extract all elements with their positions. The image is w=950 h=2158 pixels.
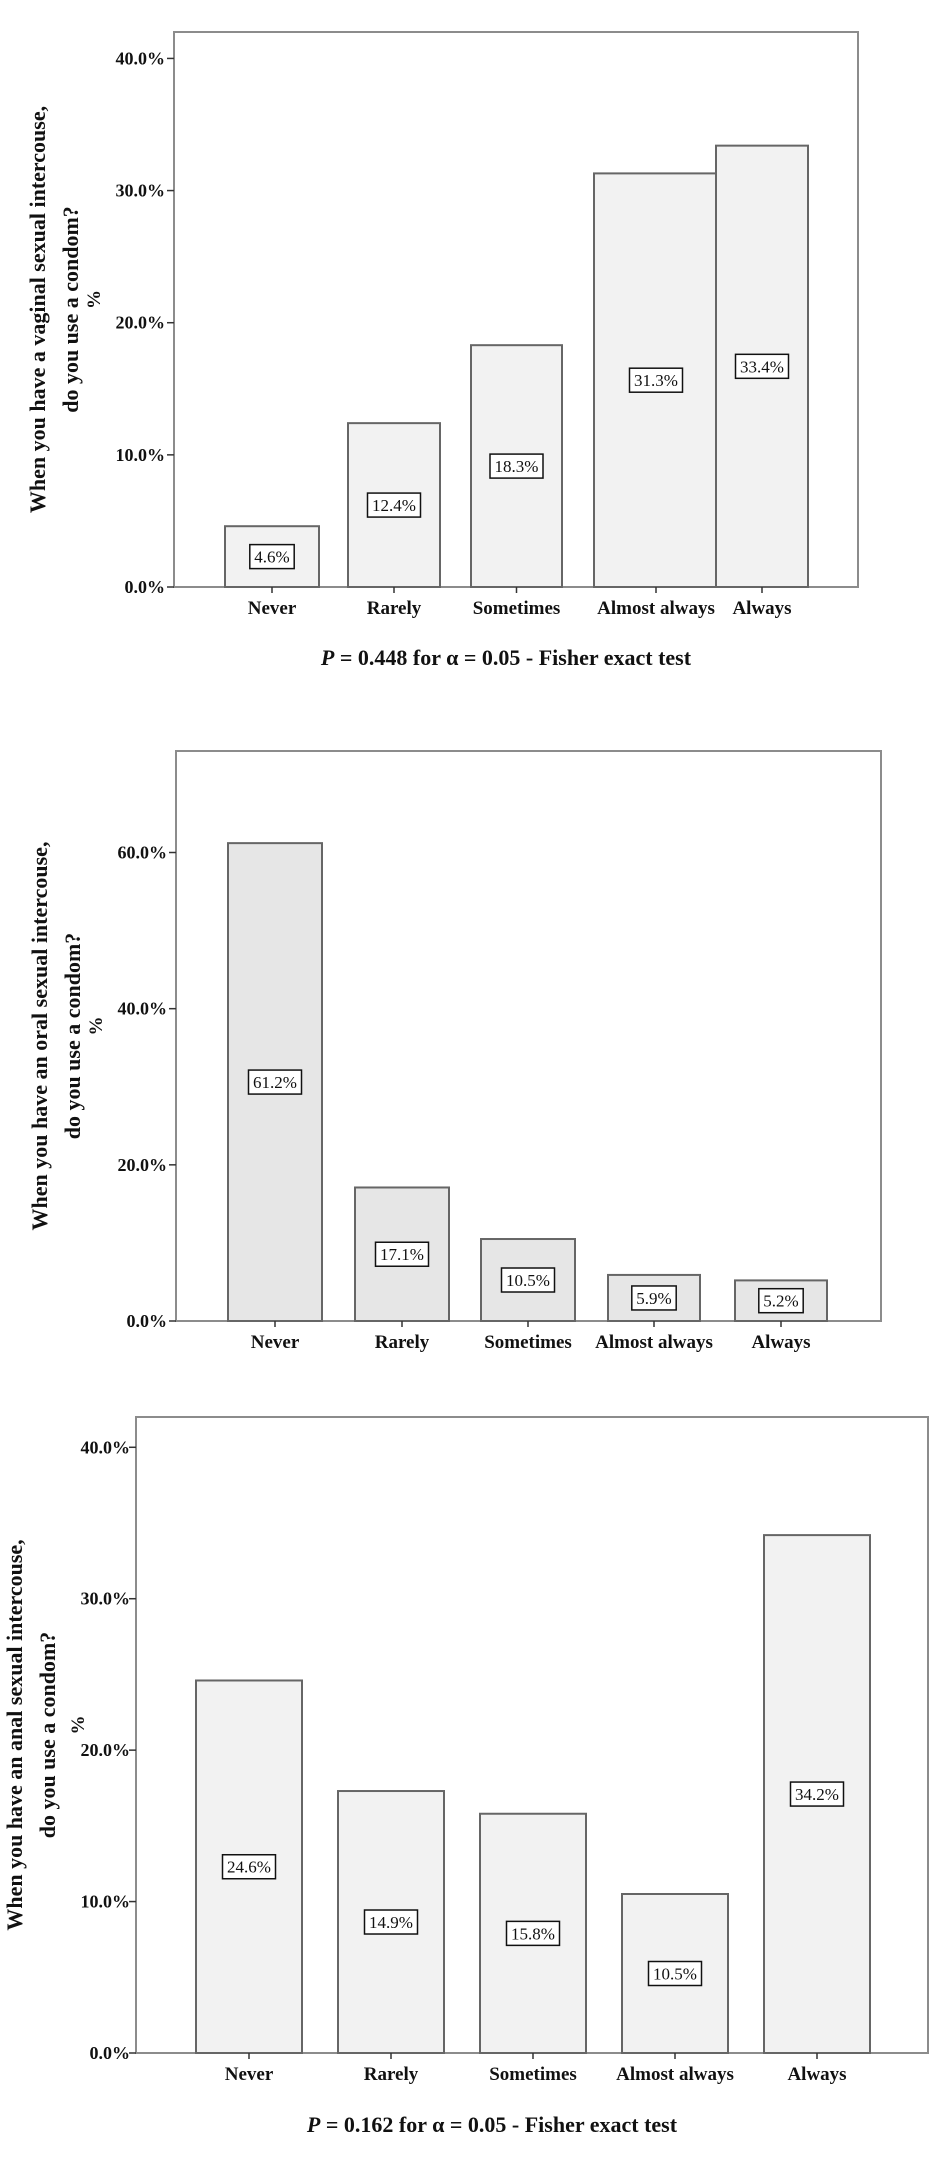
x-category-label: Never [247,598,297,619]
chart-3 [2,1417,928,2137]
x-category-label: Never [250,1332,300,1353]
y-axis-title-line1: When you have a vaginal sexual intercouse, [25,105,50,514]
data-label: 12.4% [372,496,416,516]
x-category-label: Always [787,2064,847,2085]
data-label: 10.5% [653,1964,697,1984]
y-axis-title-line1: When you have an anal sexual intercouse, [2,1539,27,1931]
x-category-label: Rarely [363,2064,419,2085]
x-category-label: Almost always [597,598,715,619]
p-symbol: P [320,645,335,670]
x-category-label: Always [751,1332,811,1353]
y-tick-label: 20.0% [80,1740,130,1761]
data-label: 5.2% [763,1291,799,1311]
y-tick-label: 40.0% [115,48,165,69]
y-axis-title-line2: do you use a condom? [35,1631,60,1839]
data-label: 33.4% [740,357,784,377]
y-tick-label: 0.0% [89,2043,130,2063]
y-tick-label: 10.0% [115,444,165,465]
x-category-label: Rarely [366,598,422,619]
data-label: 5.9% [636,1288,672,1308]
data-label: 10.5% [506,1271,550,1291]
data-label: 15.8% [511,1924,555,1944]
y-axis-unit: % [68,1715,89,1735]
x-category-label: Almost always [595,1332,713,1353]
y-tick-label: 20.0% [117,1154,167,1175]
y-axis-title-line1: When you have an oral sexual intercouse, [27,841,52,1231]
x-category-label: Sometimes [489,2064,577,2085]
y-tick-label: 40.0% [80,1437,130,1458]
p-value-note [320,645,692,670]
y-axis-title-line2: do you use a condom? [58,206,83,413]
x-category-label: Sometimes [484,1332,572,1353]
y-tick-label: 0.0% [124,577,165,597]
p-value-note [306,2112,678,2137]
x-category-label: Never [224,2064,274,2085]
y-tick-label: 30.0% [115,180,165,201]
y-tick-label: 10.0% [80,1891,130,1912]
y-axis-title-line2: do you use a condom? [60,932,85,1140]
data-label: 18.3% [494,457,539,477]
chart-1 [25,32,858,670]
p-value-text: = 0.162 for α = 0.05 - Fisher exact test [320,2112,678,2137]
y-tick-label: 20.0% [115,312,165,333]
p-symbol: P [306,2112,321,2137]
y-axis-unit: % [86,1016,107,1036]
y-axis-unit: % [84,290,105,309]
data-label: 31.3% [634,371,678,391]
data-label: 24.6% [227,1857,271,1877]
chart-2 [27,751,881,1353]
y-tick-label: 0.0% [126,1311,167,1331]
data-label: 34.2% [795,1785,839,1805]
p-value-text: = 0.448 for α = 0.05 - Fisher exact test [334,645,692,670]
y-tick-label: 60.0% [117,842,167,863]
data-label: 17.1% [380,1245,424,1265]
data-label: 61.2% [253,1073,297,1093]
y-tick-label: 40.0% [117,998,167,1019]
data-label: 14.9% [369,1913,413,1933]
x-category-label: Always [732,598,792,619]
x-category-label: Rarely [374,1332,430,1353]
x-category-label: Almost always [616,2064,734,2085]
x-category-label: Sometimes [472,598,561,619]
data-label: 4.6% [254,547,290,567]
y-tick-label: 30.0% [80,1588,130,1609]
